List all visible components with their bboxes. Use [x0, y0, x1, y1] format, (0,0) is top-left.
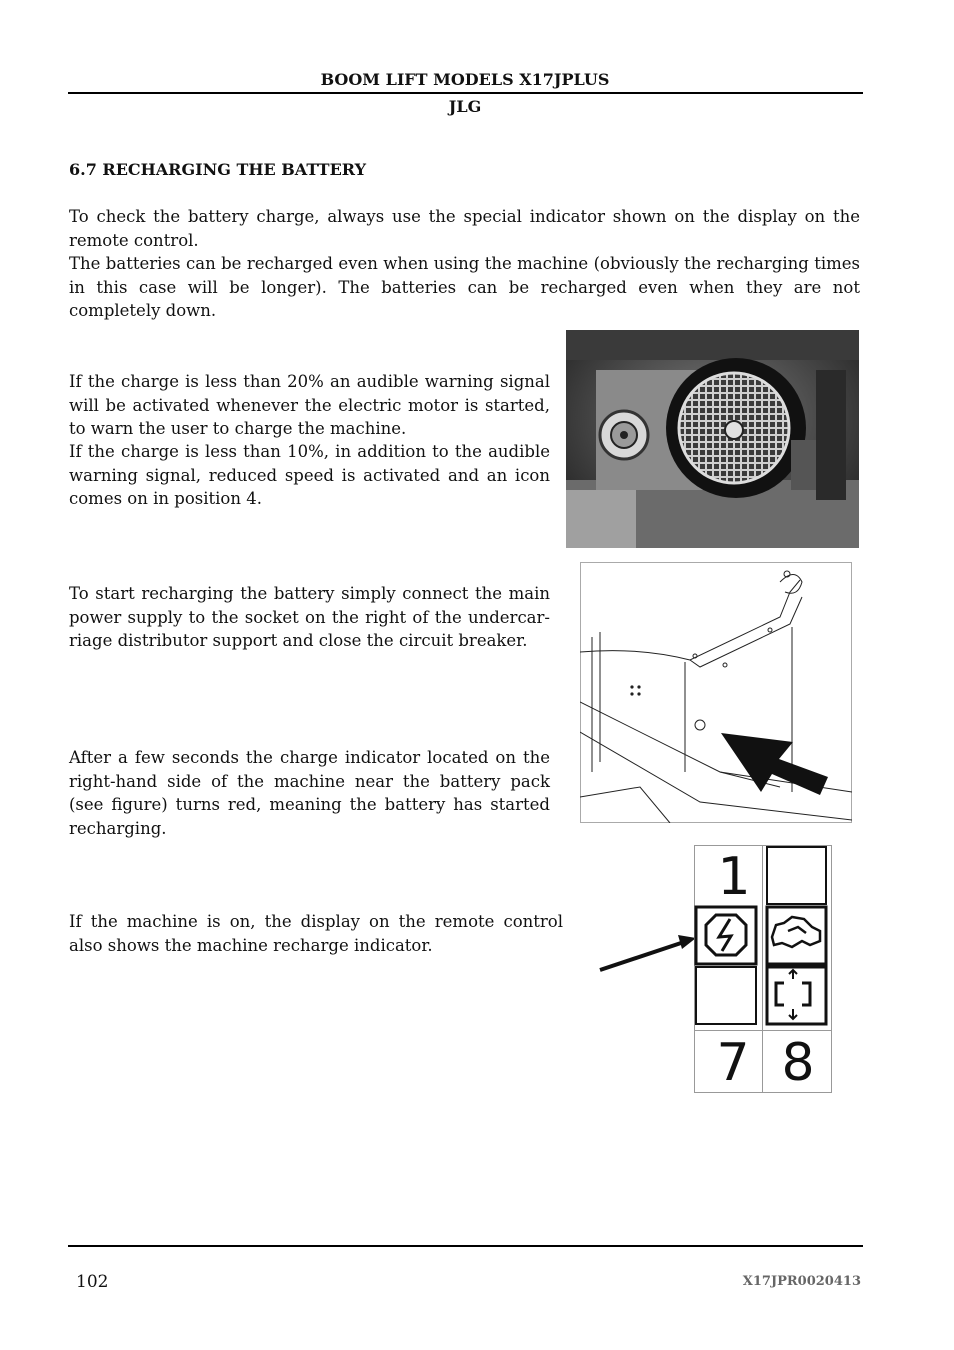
- page-number: 102: [76, 1272, 109, 1292]
- charging-socket-photo: [566, 330, 859, 548]
- document-code: X17JPR0020413: [742, 1274, 861, 1289]
- running-header-brand: JLG: [448, 97, 482, 116]
- footer-rule: [68, 1245, 863, 1247]
- recharge-start-paragraph: To start recharging the battery simply connect the main power supply to the socket on the right of the undercar-riage distributor support and close the circuit breaker.: [69, 584, 550, 650]
- display-paragraph: If the machine is on, the display on the remote control also shows the machine recharge indicator.: [69, 912, 563, 955]
- charge-indicator-paragraph: After a few seconds the charge indicator located on the right-hand side of the machine near the battery pack (see figure) turns red, meaning the battery has started recharging.: [69, 748, 550, 838]
- intro-paragraph-2: The batteries can be recharged even when using the machine (obviously the recharging times in this case will be longer). The batteries can be recharged even when they are not completely down.: [69, 254, 860, 320]
- warning-paragraph-2: If the charge is less than 10%, in addition to the audible warning signal, reduced speed is activated and an icon comes on in position 4.: [69, 442, 550, 508]
- section-heading: 6.7 RECHARGING THE BATTERY: [69, 160, 366, 179]
- undercarriage-drawing: [580, 562, 852, 823]
- remote-display-figure: [598, 845, 834, 1095]
- pointer-arrow: [600, 942, 684, 970]
- display-position-1: 1: [717, 847, 751, 907]
- running-header-title: BOOM LIFT MODELS X17JPLUS: [320, 70, 610, 89]
- intro-paragraph-1: To check the battery charge, always use the special indicator shown on the display on the remote control.: [69, 207, 860, 250]
- display-position-7: 7: [716, 1033, 750, 1093]
- display-position-8: 8: [781, 1033, 815, 1093]
- warning-paragraph-1: If the charge is less than 20% an audible warning signal will be activated whenever the electric motor is started, to warn the user to charge the machine.: [69, 372, 550, 438]
- header-rule: [68, 92, 863, 94]
